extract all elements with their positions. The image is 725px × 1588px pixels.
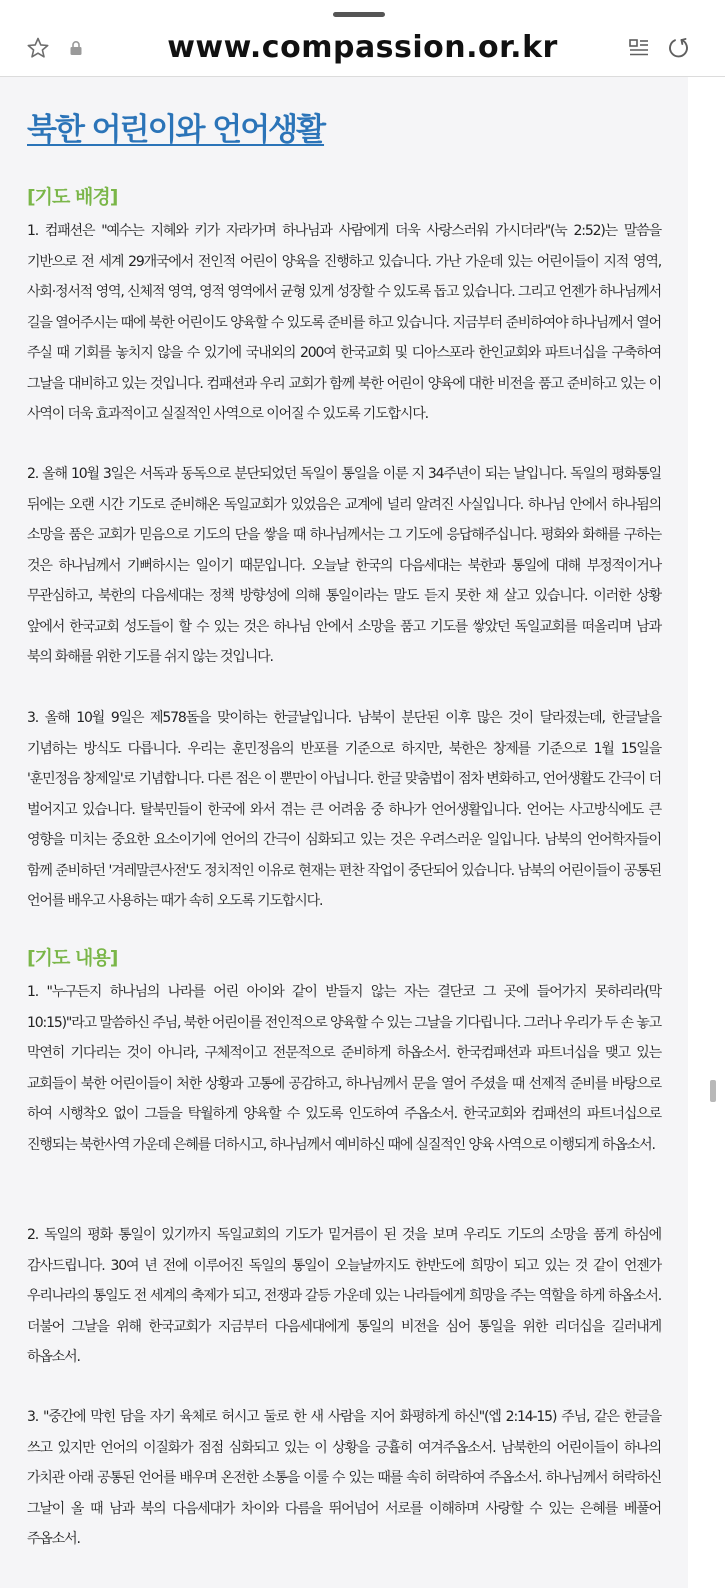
article-page bbox=[0, 77, 688, 1588]
section-heading-background: [기도 배경] bbox=[27, 186, 118, 208]
background-paragraph-2: 2. 올해 10월 3일은 서독과 동독으로 분단되었던 독일이 통일을 이룬 지 34주년이 되는 날입니다. 독일의 평화통일 뒤에는 오랜 시간 기도로 준비해온 독일교회가 있었음은 교계에 널리 알려진 사실입니다. 하나님 안에서 하나됨의 소망을 품은 교회가 믿음으로 기도의 단을 쌓을 때 하나님께서는 그 기도에 응답해주십니다. 평화와 화해를 구하는 것은 하나님께서 기뻐하시는 일이기 때문입니다. 오늘날 한국의 다음세대는 북한과 통일에 대해 부정적이거나 무관심하고, 북한의 다음세대는 정책 방향성에 의해 통일이라는 말도 듣지 못한 채 살고 있습니다. 이러한 상황 앞에서 한국교회 성도들이 할 수 있는 것은 하나님 안에서 소망을 품고 기도를 쌓았던 독일교회를 떠올리며 남과 북의 화해를 위한 기도를 쉬지 않는 것입니다. bbox=[27, 466, 661, 665]
prayer-paragraph-1: 1. "누구든지 하나님의 나라를 어린 아이와 같이 받들지 않는 자는 결단코 그 곳에 들어가지 못하리라(막 10:15)"라고 말씀하신 주님, 북한 어린이를 전인적으로 양육할 수 있는 그날을 기다립니다. 그러나 우리가 두 손 놓고 막연히 기다리는 것이 아니라, 구체적이고 전문적으로 준비하게 하옵소서. 한국컴패션과 파트너십을 맺고 있는 교회들이 북한 어린이들이 처한 상황과 고통에 공감하고, 하나님께서 문을 열어 주셨을 때 선제적 준비를 바탕으로 하여 시행착오 없이 그들을 탁월하게 양육할 수 있도록 인도하여 주옵소서. 한국교회와 컴패션의 파트너십으로 진행되는 북한사역 가운데 은혜를 더하시고, 하나님께서 예비하신 때에 실질적인 양육 사역으로 이행되게 하옵소서. bbox=[27, 984, 661, 1153]
url-bar[interactable]: www.compassion.or.kr bbox=[167, 30, 558, 65]
drag-handle[interactable] bbox=[333, 12, 385, 17]
prayer-paragraph-3: 3. "중간에 막힌 담을 자기 육체로 허시고 둘로 한 새 사람을 지어 화평하게 하신"(엡 2:14-15) 주님, 같은 한글을 쓰고 있지만 언어의 이질화가 점점 심화되고 있는 이 상황을 긍휼히 여겨주옵소서. 남북한의 어린이들이 하나의 가치관 아래 공통된 언어를 배우며 온전한 소통을 이룰 수 있는 때를 속히 허락하여 주옵소서. 하나님께서 허락하신 그날이 올 때 남과 북의 다음세대가 차이와 다름을 뛰어넘어 서로를 이해하며 사랑할 수 있는 은혜를 베풀어 주옵소서. bbox=[27, 1409, 661, 1547]
lock-icon bbox=[69, 40, 83, 56]
star-icon[interactable] bbox=[26, 36, 50, 60]
reader-mode-icon[interactable] bbox=[628, 37, 650, 59]
article-title[interactable]: 북한 어린이와 언어생활 bbox=[27, 112, 325, 148]
scrollbar-thumb[interactable] bbox=[710, 1080, 716, 1102]
scrollbar-track[interactable] bbox=[688, 77, 725, 1588]
browser-toolbar bbox=[0, 0, 725, 77]
background-paragraph-1: 1. 컴패션은 "예수는 지혜와 키가 자라가며 하나님과 사람에게 더욱 사랑스러워 가시더라"(눅 2:52)는 말씀을 기반으로 전 세계 29개국에서 전인적 어린이 양육을 진행하고 있습니다. 가난 가운데 있는 어린이들이 지적 영역, 사회·정서적 영역, 신체적 영역, 영적 영역에서 균형 있게 성장할 수 있도록 돕고 있습니다. 그리고 언젠가 하나님께서 길을 열어주시는 때에 북한 어린이도 양육할 수 있도록 준비를 하고 있습니다. 지금부터 준비하여야 하나님께서 열어 주실 때 기회를 놓치지 않을 수 있기에 국내외의 200여 한국교회 및 디아스포라 한인교회와 파트너십을 구축하여 그날을 대비하고 있는 것입니다. 컴패션과 우리 교회가 함께 북한 어린이 양육에 대한 비전을 품고 준비하고 있는 이 사역이 더욱 효과적이고 실질적인 사역으로 이어질 수 있도록 기도합시다. bbox=[27, 223, 661, 422]
reload-icon[interactable] bbox=[666, 36, 690, 60]
prayer-paragraph-2: 2. 독일의 평화 통일이 있기까지 독일교회의 기도가 밑거름이 된 것을 보며 우리도 기도의 소망을 품게 하심에 감사드립니다. 30여 년 전에 이루어진 독일의 통일이 오늘날까지도 한반도에 희망이 되고 있는 것 같이 언젠가 우리나라의 통일도 전 세계의 축제가 되고, 전쟁과 갈등 가운데 있는 나라들에게 희망을 주는 역할을 하게 하옵소서. 더불어 그날을 위해 한국교회가 지금부터 다음세대에게 통일의 비전을 심어 통일을 위한 리더십을 길러내게 하옵소서. bbox=[27, 1227, 661, 1365]
background-paragraph-3: 3. 올해 10월 9일은 제578돌을 맞이하는 한글날입니다. 남북이 분단된 이후 많은 것이 달라졌는데, 한글날을 기념하는 방식도 다릅니다. 우리는 훈민정음의 반포를 기준으로 하지만, 북한은 창제를 기준으로 1월 15일을 '훈민정음 창제일'로 기념합니다. 다른 점은 이 뿐만이 아닙니다. 한글 맞춤법이 점차 변화하고, 언어생활도 간극이 더 벌어지고 있습니다. 탈북민들이 한국에 와서 겪는 큰 어려움 중 하나가 언어생활입니다. 언어는 사고방식에도 큰 영향을 미치는 중요한 요소이기에 언어의 간극이 심화되고 있는 것은 우려스러운 일입니다. 남북의 언어학자들이 함께 준비하던 '겨레말큰사전'도 정치적인 이유로 현재는 편찬 작업이 중단되어 있습니다. 남북의 어린이들이 공통된 언어를 배우고 사용하는 때가 속히 오도록 기도합시다. bbox=[27, 710, 661, 909]
section-heading-content: [기도 내용] bbox=[27, 947, 118, 969]
